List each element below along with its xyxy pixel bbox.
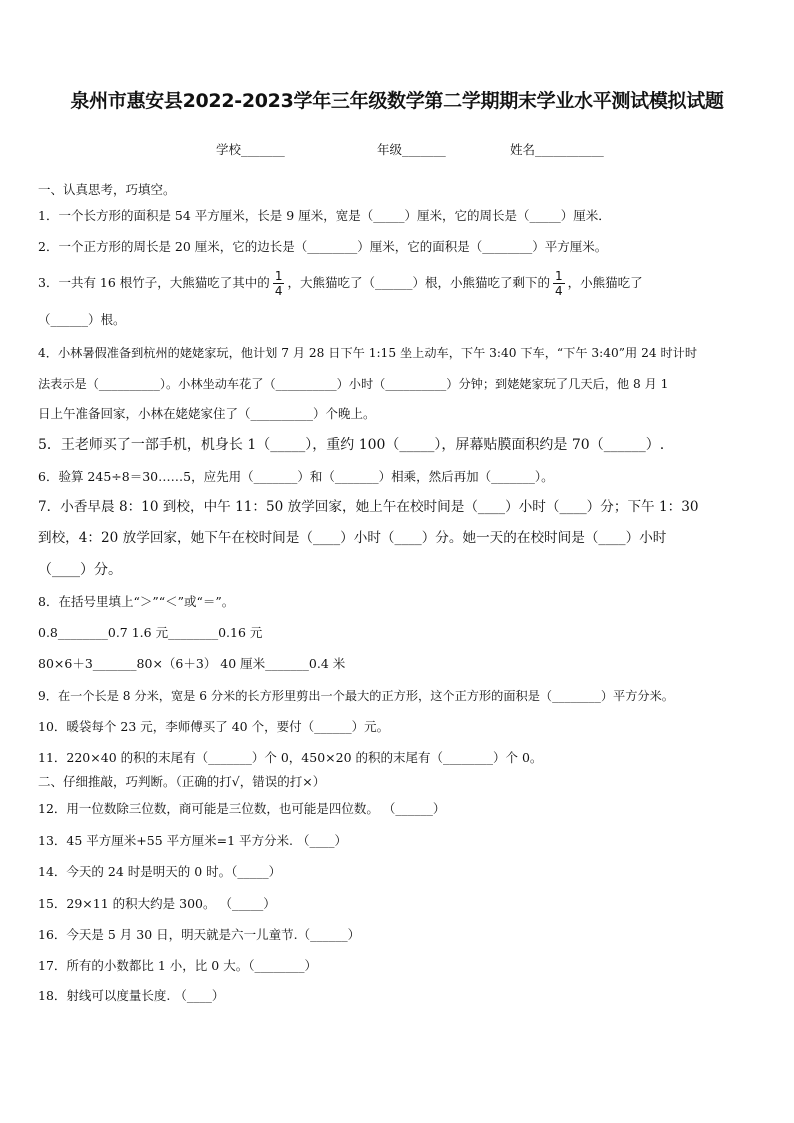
question-8-line-1: 8．在括号里填上“＞”“＜”或“＝”。 xyxy=(38,594,235,609)
question-18: 18．射线可以度量长度. （____） xyxy=(38,988,225,1003)
section-2-heading: 二、仔细推敲，巧判断。（正确的打√，错误的打×） xyxy=(38,774,326,789)
page-title: 泉州市惠安县2022-2023学年三年级数学第二学期期末学业水平测试模拟试题 xyxy=(70,90,724,112)
question-11: 11．220×40 的积的末尾有（_______）个 0，450×20 的积的末尾有（________）个 0。 xyxy=(38,750,543,765)
question-3-text-a: 3．一共有 16 根竹子，大熊猫吃了其中的 xyxy=(38,275,270,290)
question-7-line-2: 到校，4：20 放学回家，她下午在校时间是（____）小时（____）分。她一天的在校时间是（____）小时 xyxy=(38,530,667,546)
question-7-line-3: （____）分。 xyxy=(38,562,122,578)
question-4-line-2: 法表示是（__________）。小林坐动车花了（__________）小时（__________）分钟；到姥姥家玩了几天后，他 8 月 1 xyxy=(38,377,669,391)
section-1-heading: 一、认真思考，巧填空。 xyxy=(38,182,176,197)
question-15: 15．29×11 的积大约是 300。 （_____） xyxy=(38,896,276,911)
name-field: 姓名___________ xyxy=(510,142,604,157)
question-8-line-2: 0.8________0.7 1.6 元________0.16 元 xyxy=(38,625,263,640)
question-4-line-1: 4．小林暑假准备到杭州的姥姥家玩，他计划 7 月 28 日下午 1:15 坐上动车，下午 3:40 下车，“下午 3:40”用 24 时计时 xyxy=(38,346,698,360)
fraction-denominator: 4 xyxy=(274,284,283,298)
question-7-line-1: 7．小香早晨 8：10 到校，中午 11：50 放学回家，她上午在校时间是（____）小时（____）分；下午 1：30 xyxy=(38,499,699,515)
question-3-text-c: ，小熊猫吃了 xyxy=(567,275,643,290)
fraction-numerator: 1 xyxy=(554,269,563,283)
question-5: 5．王老师买了一部手机，机身长 1（_____），重约 100（_____），屏幕贴膜面积约是 70（______）. xyxy=(38,437,665,453)
question-6: 6．验算 245÷8＝30……5，应先用（_______）和（_______）相乘，然后再加（_______）。 xyxy=(38,469,554,484)
question-13: 13．45 平方厘米+55 平方厘米=1 平方分米. （____） xyxy=(38,833,347,848)
question-8-line-3: 80×6＋3_______80×（6＋3） 40 厘米_______0.4 米 xyxy=(38,656,346,671)
question-9: 9．在一个长是 8 分米，宽是 6 分米的长方形里剪出一个最大的正方形，这个正方形的面积是（________）平方分米。 xyxy=(38,689,674,703)
question-14: 14．今天的 24 时是明天的 0 时。（_____） xyxy=(38,864,282,879)
question-17: 17．所有的小数都比 1 小，比 0 大。（________） xyxy=(38,958,317,973)
school-field: 学校_______ xyxy=(216,142,285,157)
question-3-line-2: （______）根。 xyxy=(38,312,126,327)
fraction-one-quarter xyxy=(553,269,565,298)
fraction-numerator: 1 xyxy=(274,269,283,283)
question-3 xyxy=(38,268,643,298)
question-2: 2．一个正方形的周长是 20 厘米，它的边长是（________）厘米，它的面积是（________）平方厘米。 xyxy=(38,239,608,254)
question-12: 12．用一位数除三位数，商可能是三位数，也可能是四位数。 （______） xyxy=(38,801,446,816)
question-10: 10．暖袋每个 23 元，李师傅买了 40 个，要付（______）元。 xyxy=(38,719,390,734)
question-4-line-3: 日上午准备回家，小林在姥姥家住了（__________）个晚上。 xyxy=(38,406,376,421)
fraction-denominator: 4 xyxy=(554,284,563,298)
question-16: 16．今天是 5 月 30 日，明天就是六一儿童节.（______） xyxy=(38,927,361,942)
question-3-text-b: ，大熊猫吃了（______）根，小熊猫吃了剩下的 xyxy=(287,275,550,290)
fraction-one-quarter xyxy=(273,269,285,298)
question-1: 1．一个长方形的面积是 54 平方厘米，长是 9 厘米，宽是（_____）厘米，它的周长是（_____）厘米． xyxy=(38,208,611,223)
grade-field: 年级_______ xyxy=(377,142,446,157)
